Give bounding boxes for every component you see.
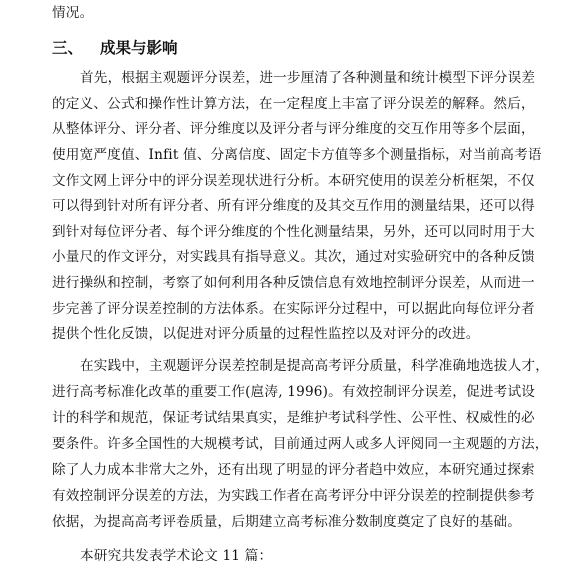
paragraph-line: 在实践中，主观题评分误差控制是提高高考评分质量，科学准确地选拔人才， [80, 358, 549, 374]
paragraph-line: 除了人力成本非常大之外，还有出现了明显的评分者趋中效应，本研究通过探索 [52, 462, 535, 478]
paragraph-line: 提供个性化反馈，以促进对评分质量的过程性监控以及对评分的改进。 [52, 326, 480, 342]
paragraph-line: 可以得到针对所有评分者、所有评分维度的及其交互作用的测量结果，还可以得 [52, 198, 535, 214]
paragraph-line: 计的科学和规范，保证考试结果真实，是维护考试科学性、公平性、权威性的必 [52, 410, 535, 426]
paragraph-line: 有效控制评分误差的方法，为实践工作者在高考评分中评分误差的控制提供参考 [52, 488, 535, 504]
section-heading [52, 36, 178, 58]
paragraph-line: 进行高考标准化改革的重要工作(扈涛, 1996)。有效控制评分误差，促进考试设 [52, 384, 536, 400]
paragraph-line: 到针对每位评分者、每个评分维度的个性化测量结果，另外，还可以同时用于大 [52, 224, 535, 240]
paragraph-line: 首先，根据主观题评分误差，进一步厘清了各种测量和统计模型下评分误差 [80, 70, 536, 86]
paragraph-line: 使用宽严度值、Infit 值、分离信度、固定卡方值等多个测量指标，对当前高考语 [52, 147, 542, 163]
top-fragment: 情况。 [52, 5, 94, 21]
paragraph-line: 的定义、公式和操作性计算方法，在一定程度上丰富了评分误差的解释。然后， [52, 96, 535, 112]
paragraph-line: 小量尺的作文评分，对实践具有指导意义。其次，通过对实验研究中的各种反馈 [52, 249, 535, 265]
paragraph-line: 文作文网上评分中的评分误差现状进行分析。本研究使用的误差分析框架，不仅 [52, 173, 535, 189]
paragraph-line: 进行操纵和控制，考察了如何利用各种反馈信息有效地控制评分误差，从而进一 [52, 275, 535, 291]
closing-line: 本研究共发表学术论文 11 篇： [80, 548, 273, 564]
paragraph-line: 步完善了评分误差控制的方法体系。在实际评分过程中，可以据此向每位评分者 [52, 301, 535, 317]
section-title: 成果与影响 [100, 39, 178, 57]
paragraph-line: 依据，为提高高考评卷质量，后期建立高考标准分数制度奠定了良好的基础。 [52, 514, 521, 530]
section-number: 三、 [52, 39, 84, 57]
paragraph-line: 从整体评分、评分者、评分维度以及评分者与评分维度的交互作用等多个层面， [52, 121, 535, 137]
paragraph-line: 要条件。许多全国性的大规模考试，目前通过两人或多人评阅同一主观题的方法， [52, 436, 549, 452]
